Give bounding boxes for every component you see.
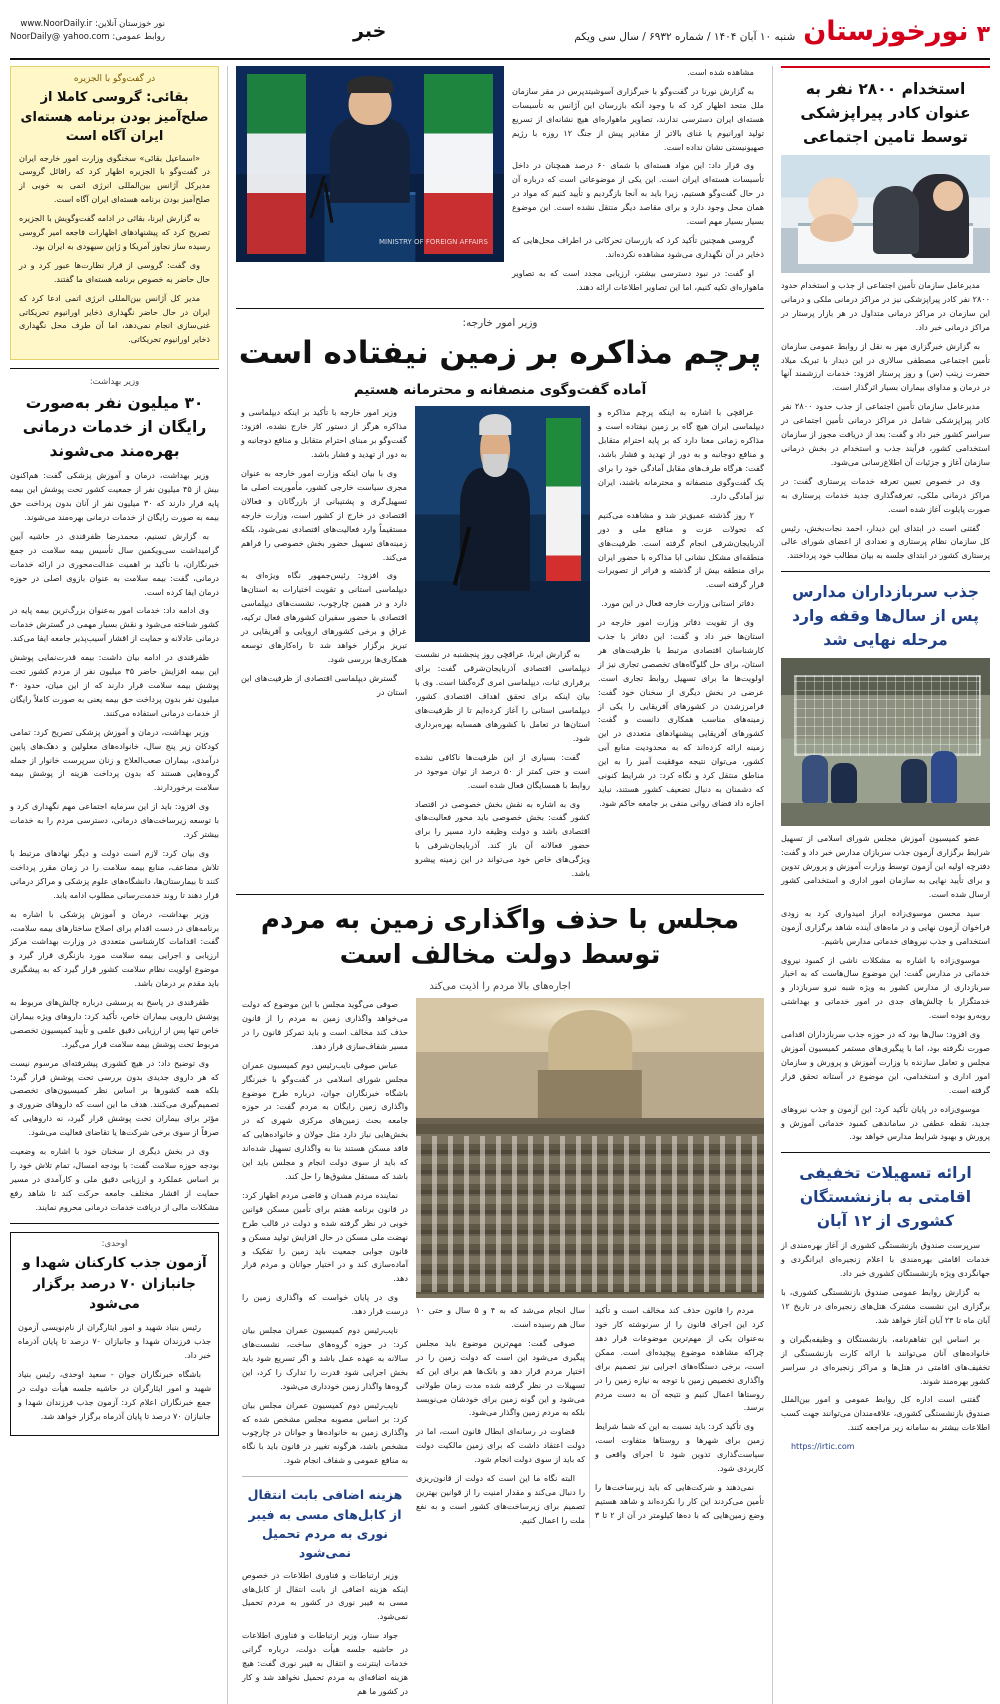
headline-parliament-land: مجلس با حذف واگذاری زمین به مردم توسط دولت مخالف است bbox=[260, 904, 740, 971]
headline-school-staff: جذب سربازداران مدارس پس از سال‌ها وقفه وارد مرحله نهایی شد bbox=[792, 583, 979, 650]
website-url[interactable]: www.NoorDaily.ir bbox=[20, 19, 93, 30]
newspaper-logo: نورخوزستان bbox=[803, 15, 969, 47]
headline-martyrs-exam: آزمون جذب کارکنان شهدا و جانبازان ۷۰ درصد برگزار می‌شود bbox=[22, 1254, 207, 1313]
kicker-parliament-land: اجاره‌های بالا مردم را اذیت می‌کند bbox=[429, 981, 571, 993]
body-parliament-left: مردم را قانون حذف کند مخالف است و تأکید کرد این اجرای قانون را از سرنوشته کار خود به‌عنوان یکی از مهم‌ترین موضوعات قرار دهد چراکه مشاهده موضوع پیچیده‌ای است. ممکن است، برخی دستگاه‌های اجرایی نیز تصمیم برای واگذاری تخصیص زمین با توجه به نیازه زمین را در روستاها اعمال کنیم و نتیجه آن به دست مردم برسد. وی تأکید کرد: باید نسبت به این که شما شرایط زمین برای شهرها و روستاها متفاوت است، سیاست‌گذاری تدوین شود تا اجرای واقعی و کاربردی شود. نمی‌دهند و شرکت‌هایی که باید زیرساخت‌ها را تأمین می‌کردند این کار را نکرده‌اند و شاهد هستیم وضع زمین‌هایی که با ده‌ها کیلومتر در آن از ۲ تا ۳ سال انجام می‌شد که به ۴ و ۵ سال و حتی ۱۰ سال هم رسیده است. صوفی گفت: مهم‌ترین موضوع باید مجلس پیگیری می‌شود این است که دولت زمین را در اختیار مردم قرار دهد و بانک‌ها هم برای این که تسهیلات در نظر گرفته شده مدت زمان طولانی می‌شود و این گونه زمین برای خودشان می‌نویسد بلکه به مردم زمین واگذار می‌شود. قضاوت در رسانه‌ای ابطال قانون است، اما در دولت اعتقاد داشت که برای زمین مالکیت دولت که باید از سوی دولت انجام شود. البته نگاه ما این است که دولت از قانون‌ریزی را دنبال می‌کند و مقدار امنیت را از قوانین بهترین تصمیم برای زیرساخت‌های کشور است و به نفع ملت را اعمال کنیم. bbox=[415, 1305, 764, 1525]
kicker-aljazeera: در گفت‌وگو با الجزیره bbox=[73, 74, 156, 84]
body-parliament-right: صوفی می‌گوید مجلس با این موضوع که دولت می‌خواهد واگذاری زمین به مردم را از قانون حذف کند مخالف است و باید تمرکز قانون را در مسیر شفاف‌سازی قرار دهد. عباس صوفی نایب‌رئیس دوم کمیسیون عمران مجلس شورای اسلامی در گفت‌وگو با خبرنگار باشگاه خبرنگاران جوان، درباره طرح موضوع واگذاری زمین رایگان به مردم گفت: در حوزه جامعه بحث زمین‌های مرکزی شهری که در بخش‌هایی نیاز دارد مثل جولان و خانواده‌هایی که فاقد مسکن هستند بنا به واگذاری تسهیل شده‌اند که باید از سوی دولت انجام و مجلس باید این باشد که مستقل مشوق‌ها را حل کند. نماینده مردم همدان و قاضی مردم اظهار کرد: در قانون برنامه هفتم برای تأمین مسکن قوانین خوبی در نظر گرفته شده و دولت در قالب طرح نهضت ملی مسکن در حال افزایش تولید مسکن و قانون جوابی جمعیت باید زمین را تفکیک و آماده‌سازی کند و در اختیار جوانان و مردم قرار دهد. وی در پایان خواست که واگذاری زمین را درست قرار دهد. نایب‌رئیس دوم کمیسیون عمران مجلس بیان کرد: در حوزه گروه‌های ساخت، نشست‌های سالانه به عهده عمل باشد و اگر تسریع شود باید بخش اجرایی شود قدرت را تدارک را کرد، این گروه‌ها واگذار زمین خودداری می‌شود. نایب‌رئیس دوم کمیسیون عمران مجلس بیان کرد: بر اساس مصوبه مجلس مشخص شده که واگذاری زمین به خانواده‌ها و جوانان در چارچوب مشخص باشد، هرگونه تغییر در قانون باید با نگاه به منافع عمومی و شفاف انجام شود. هزینه اضافی بابت انتقال از کابل‌های مسی به فیبر نوری به مردم تحمیل نمی‌شود وزیر ارتباطات و فناوری اطلاعات در خصوص اینکه هزینه اضافی از بابت انتقال از کابل‌های مسی به فیبر نوری در کشور به مردم تحمیل نمی‌شود. جواد ستار، وزیر ارتباطات و فناوری اطلاعات در حاشیه جلسه هیأت دولت، درباره گرانی خدمات اینترنت و انتقال به فیبر نوری گفت: هیچ هزینه اضافه‌ای به مردم تحمیل نخواهد شد و کار در کشور ما هم bbox=[241, 999, 408, 1696]
kicker-ohadi: اوحدی: bbox=[101, 1238, 128, 1249]
column-right bbox=[781, 66, 990, 1459]
column-middle bbox=[227, 66, 773, 1704]
spokesperson-press-photo: MINISTRY OF FOREIGN AFFAIRS bbox=[236, 66, 504, 262]
masthead-left bbox=[10, 18, 165, 44]
headline-baghaei: بقائی: گروسی کاملا از صلح‌آمیز بودن برنامه هسته‌ای ایران آگاه است bbox=[20, 90, 209, 144]
body-fm-col1: عراقچی با اشاره به اینکه پرچم مذاکره و دیپلماسی ایران هیچ گاه بر زمین نیفتاده است و مذاکره زمانی معنا دارد که بر پایه احترام متقابل و منافع دوجانبه و به دور از تهدید و فشار باشد، گفت: هرگاه طرف‌های مقابل آمادگی خود را برای یک گفت‌وگوی منصفانه و محترمانه باشند، ایران نیز آمادگی دارد. ۲ روز گذشته عمیق‌تر شد و مشاهده می‌کنیم که تحولات عزت و منافع ملی و دور آذربایجان‌شرقی انجام گرفته است. ظرفیت‌های منطقه‌ای مشکل نشانی ابا مذاکره با حضور ایران برای منطقه بیش از گذشته و فراتر از تصویرات قرار گرفته است. دفاتر استانی وزارت خارجه فعال در این مورد. وی از تقویت دفاتر وزارت امور خارجه در استان‌ها خبر داد و گفت: این دفاتر با جذب کارشناسان اقتصادی مرتبط با ظرفیت‌های هر استان، برای حل گلوگاه‌های تخصصی تجاری نیز از اولویت‌ها ما برای تسهیل روابط تجاری است. عرضی در بخش دیگری از سخنان خود گفت: فرامرزشدن در کشورهای آفریقایی را یکی از زمینه‌های مناسب همکاری دانست و گفت: کشورهای آفریقایی پیشنهادهای متعددی در این زمینه ارائه کرده‌اند که به محدودیت منابع آبی کشور، می‌توان نتیجه موفقیت آمیز را به این مناطق منتقل کرد و نگاه کرد: در شرایط کنونی که دشمنان به دنبال تضعیف کشور هستند، نباید اجازه داد فضای روانی منفی بر جامعه حاکم شود. bbox=[597, 407, 764, 808]
story-health-minister bbox=[10, 377, 219, 1214]
story-martyrs-exam bbox=[10, 1232, 219, 1436]
masthead-right bbox=[574, 16, 990, 47]
body-paramedic-hire: مدیرعامل سازمان تأمین اجتماعی از جذب و استخدام حدود ۲۸۰۰ نفر کادر پیراپزشکی نیز در مراکز درمانی ملکی و درمانی این سازمان در مراکز درمانی متداول در هر بازار پرستار در مراکز درمانی خبر داد. به گزارش خبرگزاری مهر به نقل از روابط عمومی سازمان تأمین اجتماعی مصطفی سالاری در این دیدار با تبریک میلاد حضرت زینب (س) و روز پرستار افزود: خدمات ارزشمند آنها در درمان و مداوای بیماران بسیار اثرگذار است. مدیرعامل سازمان تأمین اجتماعی از جذب حدود ۲۸۰۰ نفر کادر پیراپزشکی شامل در مراکز درمانی تأمین اجتماعی در سراسر کشور خبر داد و گفت: بعد از دریافت مجوز از سازمان استخدامی کشور، فرآیند جذب و استخدام در بخش درمانی سازمان آغاز و جزئیات آن اطلاع‌رسانی می‌شود. وی در خصوص تعیین تعرفه خدمات پرستاری گفت: در مراکز درمانی ملکی، تعرفه‌گذاری جدید خدمات پرستاری به صورت پایلوت آغاز شده است. گفتنی است در ابتدای این دیدار، احمد نجات‌بخش، رئیس کل سازمان نظام پرستاری و تعدادی از اعضای شورای عالی پرستاری کشور در ابتدای جلسه به بیان مطالب خود پرداختند. bbox=[780, 280, 990, 561]
foreign-minister-photo bbox=[415, 406, 590, 642]
school-yard-photo bbox=[781, 658, 990, 826]
body-iaea-access: مشاهده شده است. به گزارش نورنا در گفت‌وگو با خبرگزاری آسوشیتدپرس در مقر سازمان ملل متحد اظهار کرد که با وجود آنکه بازرسان این آژانس به تأسیسات هسته‌ای ایران دسترسی ندارند، تصاویر ماهواره‌ای هیچ نشانه‌ای از تسریع تولید اورانیوم یا غنای بالاتر از مقادیر پیش از جنگ ۱۲ روزه با رژیم صهیونیستی نشان نداده است. وی قرار داد: این مواد هسته‌ای با شمای ۶۰ درصد همچنان در داخل تأسیسات هسته‌ای ایران است. این یکی از موضوعاتی است که درباره آن در حال گفت‌وگو هستیم، زیرا باید به آنجا بازگردیم و تأیید کنیم که مواد در همان محل وجود دارد و برای مقاصد دیگر منتقل نشده است. این موضوع بسیار بسیار مهم است. گروسی همچنین تأکید کرد که بازرسان تحرکاتی در اطراف محل‌هایی که ذخایر در آن نگهداری می‌شود مشاهده نکرده‌اند. او گفت: در نبود دسترسی بیشتر، ارزیابی مجدد است که به تصاویر ماهواره‌ای تکیه کنیم، اما این تصاویر اطلاعات ارائه دهند. bbox=[512, 67, 764, 292]
kicker-foreign-minister: وزیر امور خارجه: bbox=[462, 316, 538, 329]
body-health-minister: وزیر بهداشت، درمان و آموزش پزشکی گفت: هم‌اکنون بیش از ۴۵ میلیون نفر از جمعیت کشور تحت پوشش این بیمه پایه قرار دارند که ۳۰ میلیون نفر از آنان بدون پرداخت حق بیمه به صورت رایگان از خدمات درمانی بهره‌مند می‌شوند. به گزارش تسنیم، محمدرضا ظفرقندی در حاشیه آیین گرامیداشت سی‌ویکمین سال تأسیس بیمه سلامت در جمع خبرنگاران، با تأکید بر اهمیت عدالت‌محوری در ارائه خدمات درمانی، گفت: بیمه سلامت به عنوان بازوی اصلی در حوزه درمان ایفا کرده است. وی ادامه داد: خدمات امور به‌عنوان بزرگ‌ترین بیمه پایه در کشور شناخته می‌شود و نقش بسیار مهمی در گسترش خدمات درمانی عادلانه و حمایت از اقشار آسیب‌پذیر جامعه ایفا می‌کند. ظفرقندی در ادامه بیان داشت: بیمه قدرت‌نمایی پوشش این بیمه افزایش حاضر ۴۵ میلیون نفر از مردم کشور تحت پوشش بیمه سلامت قرار دارند که از این میان، حدود ۳۰ میلیون نفر بدون پرداخت حق بیمه یعنی به صورت کاملاً رایگان از خدمات درمانی استفاده می‌کنند. وزیر بهداشت، درمان و آموزش پزشکی تصریح کرد: تمامی کودکان زیر پنج سال، خانواده‌های معلولین و دهک‌های پایین درآمدی، بیماران صعب‌العلاج و زنان سرپرست خانوار از جمله گروه‌هایی هستند که بدون پرداخت هزینه از پوشش بیمه سلامت برخوردارند. وی افزود: باید از این سرمایه اجتماعی مهم نگهداری کرد و با توسعه زیرساخت‌های درمانی، دسترسی مردم را به خدمات بیشتر کرد. وی بیان کرد: لازم است دولت و دیگر نهادهای مرتبط با تلاش مضاعف، منابع بیمه سلامت را در زمان مقرر پرداخت کنند تا بیمارستان‌ها، دانشگاه‌های علوم پزشکی و مراکز درمانی قرار دهند تا روند خدمت‌رسانی مطلوب ادامه یابد. وزیر بهداشت، درمان و آموزش پزشکی با اشاره به برنامه‌های در دست اقدام برای اصلاح ساختارهای بیمه سلامت، گفت: اقدامات کارشناسی متعددی در وزارت بهداشت مرکز ارزیابی و اجرایی بیمه سلامت مورد بازنگری قرار گیرد و موضوع اولویت نظام سلامت کشور قرار گیرد که به پیشگیری باید مقدم بر درمان باشد. ظفرقندی در پاسخ به پرسشی درباره چالش‌های مربوط به پوشش دارویی بیماران خاص، تأکید کرد: داروهای ویژه بیماران خاص تنها پس از ارزیابی دقیق علمی و تأیید کمیسیون تخصصی مربوط تحت پوشش بیمه سلامت قرار می‌گیرد. وی توضیح داد: در هیچ کشوری پیشرفته‌ای مرسوم نیست که هر داروی جدیدی بدون بررسی تحت پوشش قرار گیرد؛ بلکه همه کشورها بر اساس نظر کمیسیون‌های تخصصی تصمیم‌گیری می‌کنند. هدف ما این است که داروهای ضروری و مؤثر برای بیماران تحت پوشش قرار گیرد، نه داروهایی که صرفاً از سوی برخی شرکت‌ها یا تقاضای فعالیت می‌شود. وی در بخش دیگری از سخنان خود با اشاره به وضعیت بودجه حوزه سلامت گفت: با بودجه امسال، تمام تلاش خود را بر اساس عملکرد و ارزیابی دقیق ملی و کارآمدی در مسیر حمایت از اقشار مختلف جامعه حرکت کند تا شاهد رفع مشکلات مالی از دریافت خدمات درمانی محروم نمایند. bbox=[10, 470, 220, 1212]
subhead-negotiation: آماده گفت‌وگوی منصفانه و محترمانه هستیم bbox=[353, 382, 647, 399]
parliament-block bbox=[236, 998, 764, 1704]
foreign-minister-block bbox=[236, 406, 764, 886]
body-baghaei: «اسماعیل بقائی» سخنگوی وزارت امور خارجه ایران در گفت‌وگو با الجزیره اظهار کرد که رافائل گروسی مدیرکل آژانس بین‌المللی انرژی اتمی به خوبی از صلح‌آمیز بودن برنامه هسته‌ای ایران آگاه است. به گزارش ایرنا، بقائی در ادامه گفت‌وگویش با الجزیره تصریح کرد که پیشنهادهای اظهارات فاجعه امیر گروسی رسیده ساز نجاوز آمریکا و ژاپن سیهودی به ایران بود. وی گفت: گروسی از قرار نظارت‌ها عبور کرد و در حال حاضر به خصوص برنامه هسته‌ای ما گفتند. مدیر کل آژانس بین‌المللی انرژی اتمی ادعا کرد که ایران در حال حاضر نگهداری ذخایر اورانیوم تحریکاتی غنی‌سازی انجام نمی‌دهد، اما آن طرف محل نگهداری ذخایر اورانیوم تحریکاتی. bbox=[19, 152, 211, 345]
online-label: نور خوزستان آنلاین: bbox=[94, 19, 166, 30]
page-number: ۳ bbox=[976, 21, 990, 47]
headline-free-health-services: ۳۰ میلیون نفر به‌صورت رایگان از خدمات درمانی بهره‌مند می‌شوند bbox=[22, 394, 207, 461]
body-fm-col2: به گزارش ایرنا، عراقچی روز پنجشنبه در نشست دیپلماسی اقتصادی آذربایجان‌شرقی گفت: برای برقراری ثبات، دیپلماسی امری گره‌گشا است. وی با بیان اینکه برای تحقق اهداف اقتصادی کشور، دیپلماسی استانی را آغاز کرده‌ایم تا از ظرفیت‌های استان‌ها در تعامل با کشورهای همسایه بهره‌برداری شود. گفت: بسیاری از این ظرفیت‌ها ناکافی نشده است و حتی کمتر از ۵۰ درصد از توان موجود در روابط با همسایگان فعال شده است. وی به اشاره به نقش بخش خصوصی در اقتصاد کشور گفت: بخش خصوصی باید محور فعالیت‌های اقتصادی باشد و دولت وظیفه دارد مسیر را برای حضور فعالانه آن باز کند. آذربایجان‌شرقی با ویژگی‌های خاص خود می‌تواند در این زمینه پیشرو باشد. bbox=[414, 649, 590, 879]
section-title-khabar: خبر bbox=[353, 20, 387, 42]
retiree-portal-link[interactable]: https://irtic.com bbox=[790, 1442, 855, 1452]
story-baghaei-aljazeera bbox=[10, 66, 219, 360]
headline-retiree-discount: ارائه تسهیلات تخفیفی اقامتی به بازنشستگان کشوری از ۱۲ آبان bbox=[799, 1164, 972, 1231]
body-martyrs-exam: رئیس بنیاد شهید و امور ایثارگران از نام‌نویسی آزمون جذب فرزندان شهدا و جانبازان ۷۰ درصد تا پایان آذرماه خبر داد. باشگاه خبرنگاران جوان - سعید اوحدی، رئیس بنیاد شهید و امور ایثارگران در حاشیه جلسه هیأت دولت در جمع خبرنگاران اعلام کرد: آزمون جذب فرزندان شهدا و جانبازان ۷۰ درصد تا پایان آذرماه برگزار خواهد شد. bbox=[18, 1322, 212, 1421]
story-paramedic-hire bbox=[781, 66, 990, 563]
page-columns bbox=[10, 66, 990, 1704]
body-fm-col3: وزیر امور خارجه با تأکید بر اینکه دیپلماسی و مذاکره هرگز از دستور کار خارج نشده، افزود: گفت‌وگو بر مبنای احترام متقابل و منافع دوجانبه و به دور از تهدید و فشار باشد. وی با بیان اینکه وزارت امور خارجه به عنوان مجری سیاست خارجی کشور، مأموریت اصلی ما تسهیل‌گری و پشتیبانی از بازرگانان و فعالان اقتصادی در خارج از کشور است، وزارت خارجه مستقیماً وارد فعالیت‌های اقتصادی نمی‌شود، بلکه زمینه‌های تسهیل حضور بخش خصوصی را فراهم می‌کند. وی افزود: رئیس‌جمهور نگاه ویژه‌ای به دیپلماسی استانی و تقویت اختیارات به استان‌ها دارد و در همین چارچوب، نشست‌های دیپلماسی اقتصادی با حضور سفیران کشورهای فعال ترکیه، عراق و برخی کشورهای اروپایی و آفریقایی در تبریز برگزار خواهد شد تا راه‌کارهای توسعه همکاری‌ها بررسی شود. گسترش دیپلماسی اقتصادی از ظرفیت‌های این استان در bbox=[240, 407, 407, 697]
headline-paramedic-hire: استخدام ۲۸۰۰ نفر به عنوان کادر پیراپزشکی توسط تامین اجتماعی bbox=[800, 80, 971, 147]
headline-fiber-optic: هزینه اضافی بابت انتقال از کابل‌های مسی به فیبر نوری به مردم تحمیل نمی‌شود bbox=[247, 1487, 403, 1561]
headline-negotiation-flag: پرچم مذاکره بر زمین نیفتاده است bbox=[238, 334, 762, 371]
story-retiree-discount bbox=[781, 1161, 990, 1454]
body-retiree-discount: سرپرست صندوق بازنشستگی کشوری از آغاز بهره‌مندی از خدمات اقامتی بهره‌مندی با اعلام زنجیره‌ای ایرانگردی و جهانگردی ویژه بازنشستگان کشوری خبر داد. به گزارش روابط عمومی صندوق بازنشستگی کشوری، با برگزاری این نشست مشترک هتل‌های زنجیره‌ای در تاریخ ۱۲ آبان ماه تا ۲۴ آبان آغاز خواهد شد. بر اساس این تفاهم‌نامه، بازنشستگان و وظیفه‌بگیران و خانواده‌های آنان می‌توانند با ارائه کارت بازنشستگی از تخفیف‌های اقامتی در هتل‌ها و مراکز زنجیره‌ای در سراسر کشور بهره‌مند شوند. گفتنی است اداره کل روابط عمومی و امور بین‌الملل صندوق بازنشستگی کشوری، علاقه‌مندان می‌توانند جهت کسب اطلاعات بیشتر به سامانه زیر مراجعه کنند. https://irtic.com bbox=[781, 1239, 990, 1454]
kicker-health-minister: وزیر بهداشت: bbox=[89, 377, 140, 388]
parliament-session-photo bbox=[416, 998, 764, 1298]
body-school-staff: عضو کمیسیون آموزش مجلس شورای اسلامی از تسهیل شرایط برگزاری آزمون جذب سربازان مدارس خبر داد و گفت: دفترچه اولیه این آزمون توسط وزارت آموزش و پرورش تدوین و برای تأیید نهایی به سازمان امور اداری و استخدامی کشور ارسال شده است. سید محسن موسوی‌زاده ابراز امیدواری کرد به زودی فراخوان آزمون نهایی و در ماه‌های آینده شاهد برگزاری آزمون استخدامی و جذب نیروهای خدماتی مدارس باشیم. موسوی‌زاده با اشاره به مشکلات ناشی از کمبود نیروی خدماتی در مدارس گفت: این موضوع سال‌هاست که به اخبار سربازداری از مدارس کشور به ویژه شبه نیرو سربازدار و خدمتگزار با چالش‌های جدی در امور خدماتی و بهداشتی روبه‌رو بوده است. وی افزود: سال‌ها بود که در حوزه جذب سربازداران اقدامی صورت نگرفته بود، اما با پیگیری‌های مستمر کمیسیون آموزش مجلس و تعامل سازنده با وزارت آموزش و پرورش و سازمان امور اداری و استخدامی، این موضوع در آستانه تحقق قرار گرفته است. موسوی‌زاده در پایان تأکید کرد: این آزمون و جذب نیروهای جدید، نقطه عطفی در ساماندهی کمبود خدماتی آموزش و پرورش و بهبود شرایط مدارس خواهد بود. bbox=[780, 833, 990, 1142]
story-school-staff bbox=[781, 580, 990, 1144]
masthead bbox=[10, 8, 990, 60]
column-left bbox=[10, 66, 219, 1436]
hospital-photo bbox=[781, 155, 990, 273]
issue-meta: شنبه ۱۰ آبان ۱۴۰۴ / شماره ۶۹۳۲ / سال سی ویکم bbox=[574, 30, 796, 43]
story-iaea-access bbox=[236, 66, 764, 300]
email-address[interactable]: NoorDaily@ yahoo.com bbox=[10, 32, 110, 42]
pr-label: روابط عمومی: bbox=[112, 32, 166, 42]
